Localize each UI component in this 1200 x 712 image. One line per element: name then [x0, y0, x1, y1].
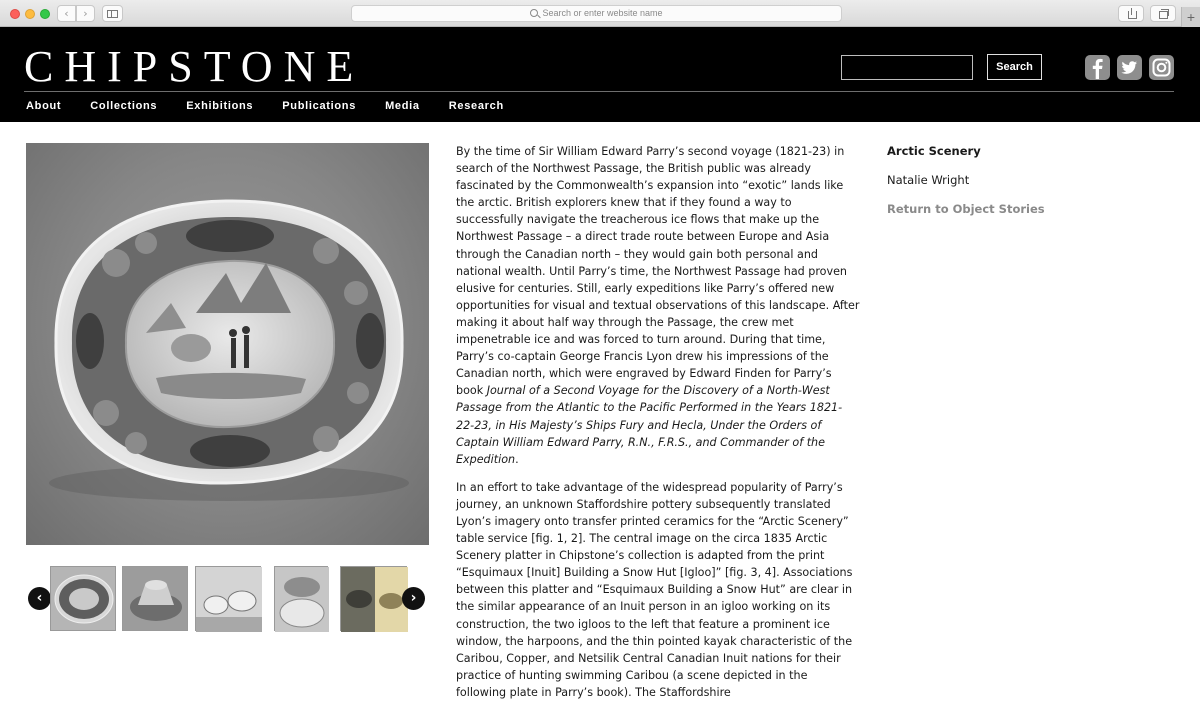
- nav-publications[interactable]: Publications: [282, 100, 357, 112]
- carousel-prev-button[interactable]: ‹: [28, 587, 51, 610]
- thumbnail-print-picture: [196, 567, 262, 632]
- article-paragraph-2: In an effort to take advantage of the widespread popularity of Parry’s journey, an unknown Staffordshire pottery subsequently translated Lyon’s imagery onto transfer printed ceramics for the “Arctic Scenery” table service [fig. 1, 2]. The central image on the circa 1835 Arctic Scenery platter in Chipstone’s collection is adapted from the print “Esquimaux [Inuit] Building a Snow Hut [Igloo]” [fig. 3, 4]. Associations between this platter and “Esquimaux Building a Snow Hut” are clear in the similar appearance of an Inuit person in an igloo working on its construction, the two igloos to the left that feature a prominent ice window, the harpoons, and the thin pointed kayak characteristic of the Caribou, Copper, and Netsilik Central Canadian Inuit nations for their practice of hunting swimming Caribou (a scene depicted in the following plate in Parry’s book). The Staffordshire: [456, 480, 853, 699]
- facebook-icon: [1085, 55, 1110, 80]
- story-title: Arctic Scenery: [887, 144, 981, 158]
- paragraph-1-text: By the time of Sir William Edward Parry’s second voyage (1821-23) in search of the Northwest Passage, the British public was already fascinated by the Commonwealth’s expansion into “exotic” lands like the arctic. British explorers knew that if they found a way to successfully navigate the treacherous ice flows that make up the Northwest Passage – a direct trade route between Europe and Asia through the Canadian north – they would gain both personal and national wealth. Until Parry’s time, the Northwest Passage had proven elusive for centuries. Still, early expeditions like Parry’s offered new opportunities for visual and textual observations of this landscape. After making it about half way through the Passage, the crew met impenetrable ice and was forced to turn around. During that time, Parry’s co-captain George Francis Lyon drew his impressions of the Canadian north, which were engraved by Edward Finden for Parry’s book: [456, 145, 860, 398]
- nav-about[interactable]: About: [26, 100, 62, 112]
- platter-image[interactable]: [26, 143, 429, 545]
- instagram-icon: [1149, 55, 1174, 80]
- article-paragraph-1: [456, 143, 860, 468]
- instagram-link[interactable]: [1149, 55, 1174, 80]
- thumbnail-platter-picture: [51, 567, 117, 632]
- nav-collections[interactable]: Collections: [90, 100, 158, 112]
- paragraph-1-end: .: [515, 452, 519, 466]
- book-title: Journal of a Second Voyage for the Discovery of a North-West Passage from the Atlantic to the Pacific Performed in the Years 1821-22-23, in His Majesty’s Ships Fury and Hecla, Under the Orders of Captain William Edward Parry, R.N., F.R.S., and Commander of the Expedition: [456, 384, 843, 466]
- twitter-icon: [1117, 55, 1142, 80]
- return-to-object-stories-link[interactable]: Return to Object Stories: [887, 202, 1045, 216]
- twitter-link[interactable]: [1117, 55, 1142, 80]
- close-window-button[interactable]: [10, 9, 20, 19]
- back-button[interactable]: ‹: [57, 5, 76, 22]
- carousel-next-button[interactable]: ›: [402, 587, 425, 610]
- show-tabs-button[interactable]: [1150, 5, 1176, 22]
- story-sidebar: [887, 143, 1045, 218]
- sidebar-icon: [107, 10, 118, 18]
- browser-toolbar: [0, 0, 1200, 27]
- site-search-input[interactable]: [841, 55, 973, 80]
- nav-media[interactable]: Media: [385, 100, 420, 112]
- article-body: [456, 143, 860, 712]
- forward-button[interactable]: ›: [76, 5, 95, 22]
- thumbnail-detail-picture: [275, 567, 329, 632]
- header-divider: [24, 91, 1174, 92]
- thumbnail-book-plate-picture: [341, 567, 408, 632]
- search-icon: [530, 9, 538, 17]
- thumbnail-3[interactable]: [195, 566, 261, 631]
- story-author: Natalie Wright: [887, 173, 970, 187]
- new-tab-button[interactable]: +: [1181, 7, 1200, 27]
- address-bar[interactable]: [351, 5, 842, 22]
- site-logo[interactable]: CHIPSTONE: [24, 42, 365, 91]
- nav-exhibitions[interactable]: Exhibitions: [186, 100, 254, 112]
- sidebar-toggle-button[interactable]: [102, 5, 123, 22]
- minimize-window-button[interactable]: [25, 9, 35, 19]
- thumbnail-1[interactable]: [50, 566, 116, 631]
- nav-research[interactable]: Research: [448, 100, 504, 112]
- thumbnail-5[interactable]: [340, 566, 407, 631]
- facebook-link[interactable]: [1085, 55, 1110, 80]
- thumbnail-ceramic-picture: [123, 567, 189, 632]
- search-button[interactable]: Search: [987, 54, 1042, 80]
- main-navigation: [26, 100, 533, 112]
- site-header: [0, 27, 1200, 122]
- share-button[interactable]: [1118, 5, 1144, 22]
- zoom-window-button[interactable]: [40, 9, 50, 19]
- address-bar-placeholder: Search or enter website name: [542, 8, 663, 18]
- thumbnail-2[interactable]: [122, 566, 188, 631]
- arctic-scenery-platter-picture: [26, 143, 429, 545]
- thumbnail-4[interactable]: [274, 566, 328, 631]
